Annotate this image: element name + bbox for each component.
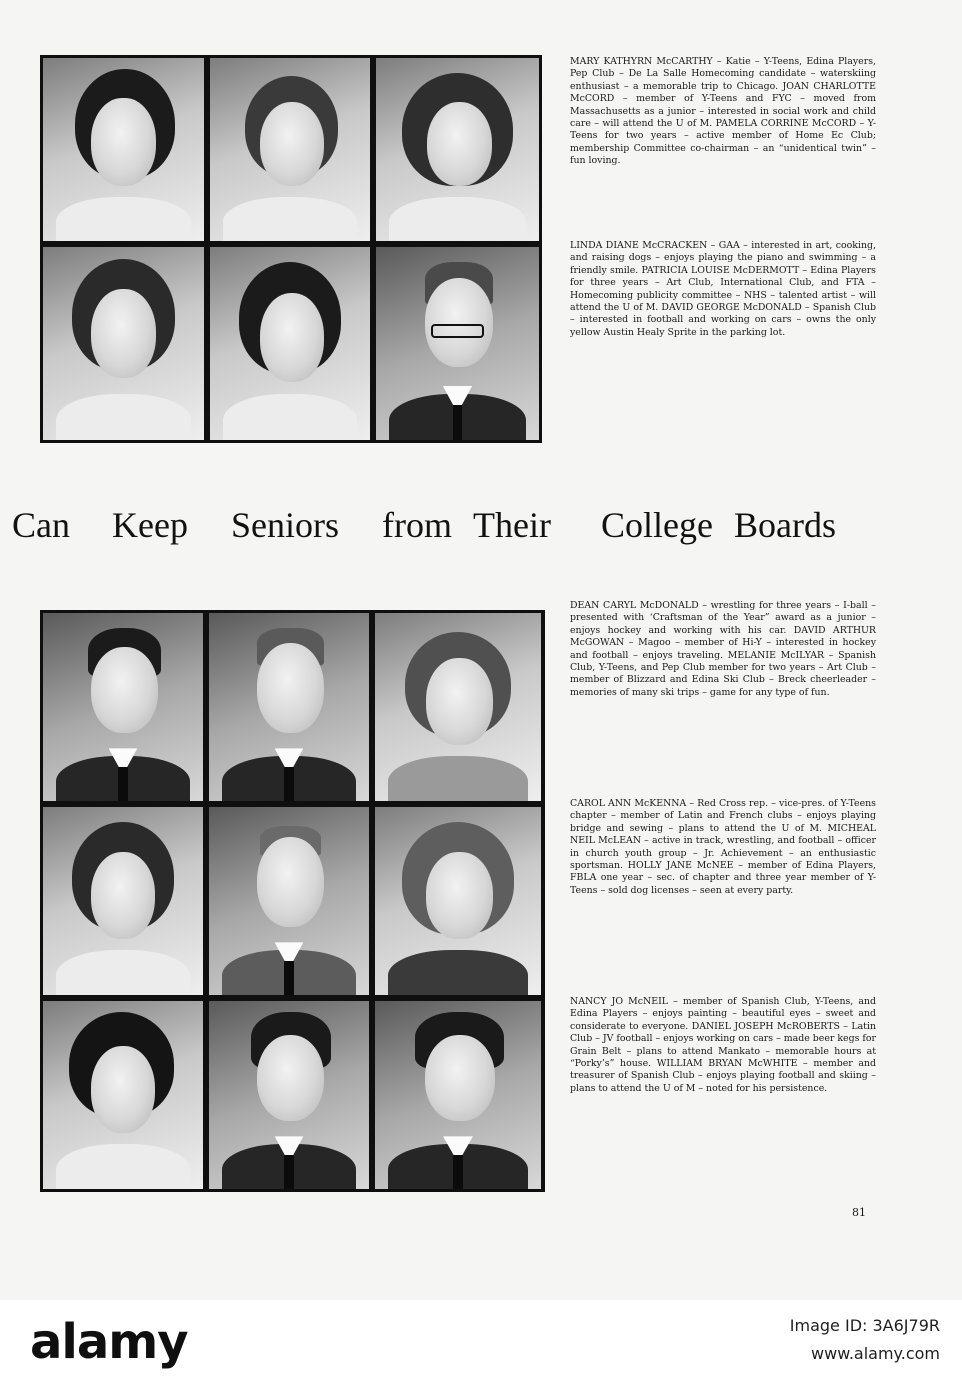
headline-word: Keep xyxy=(112,505,188,545)
portrait-photo xyxy=(209,1001,369,1189)
headline-word: College xyxy=(601,505,713,545)
portrait-photo xyxy=(375,1001,541,1189)
student-biography: NANCY JO McNEIL – member of Spanish Club, Y-Teens, and Edina Players – enjoys painting – beautiful eyes – sweet and considerate to everyone. DANIEL JOSEPH McROBERTS – Latin Club – JV football – enjoys working on cars – made beer kegs for Grain Belt – plans to attend Mankato – memorable hours at “Porky’s” house. WILLIAM BRYAN McWHITE – member and treasurer of Spanish Club – enjoys playing football and skiing – plans to attend the U of M – noted for his persistence. xyxy=(570,996,876,1094)
portrait-photo xyxy=(43,58,204,241)
portrait-photo xyxy=(43,807,203,995)
portrait-photo xyxy=(209,613,369,801)
page-number: 81 xyxy=(852,1206,866,1219)
portrait-photo xyxy=(376,247,539,440)
portrait-photo xyxy=(210,58,370,241)
portrait-grid-bottom xyxy=(40,610,545,1192)
headline-word: Their xyxy=(473,505,551,545)
portrait-grid-top xyxy=(40,55,542,443)
student-biography: DEAN CARYL McDONALD – wrestling for three years – I-ball – presented with ‘Craftsman of the Year” award as a junior – enjoys hockey and working with his car. DAVID ARTHUR McGOWAN – Magoo – member of Hi-Y – interested in hockey and football – enjoys traveling. MELANIE McILYAR – Spanish Club, Y-Teens, and Pep Club member for two years – Art Club – member of Blizzard and Edina Ski Club – Breck cheerleader – memories of many ski trips – game for any type of fun. xyxy=(570,600,876,698)
student-biography: CAROL ANN McKENNA – Red Cross rep. – vice-pres. of Y-Teens chapter – member of Latin and French clubs – enjoys playing bridge and sewing – plans to attend the U of M. MICHEAL NEIL McLEAN – active in track, wrestling, and football – officer in church youth group – Jr. Achievement – an enthusiastic sportsman. HOLLY JANE McNEE – member of Edina Players, FBLA one year – sec. of chapter and three year member of Y-Teens – sold dog licenses – seen at every party. xyxy=(570,798,876,896)
portrait-photo xyxy=(375,807,541,995)
headline-word: Seniors xyxy=(231,505,339,545)
portrait-photo xyxy=(43,1001,203,1189)
headline-word: Can xyxy=(12,505,70,545)
image-id: Image ID: 3A6J79R xyxy=(789,1316,940,1335)
portrait-photo xyxy=(43,247,204,440)
watermark-footer xyxy=(0,1300,962,1390)
headline-word: Boards xyxy=(734,505,836,545)
portrait-photo xyxy=(43,613,203,801)
site-url: www.alamy.com xyxy=(811,1344,940,1363)
student-biography: LINDA DIANE McCRACKEN – GAA – interested in art, cooking, and raising dogs – enjoys playing the piano and swimming – a friendly smile. PATRICIA LOUISE McDERMOTT – Edina Players for three years – Art Club, International Club, and FTA – Homecoming publicity committee – NHS – talented artist – will attend the U of M. DAVID GEORGE McDONALD – Spanish Club – interested in football and working on cars – owns the only yellow Austin Healy Sprite in the parking lot. xyxy=(570,240,876,338)
portrait-photo xyxy=(376,58,539,241)
student-biography: MARY KATHYRN McCARTHY – Katie – Y-Teens, Edina Players, Pep Club – De La Salle Homecoming candidate – waterskiing enthusiast – a memorable trip to Chicago. JOAN CHARLOTTE McCORD – member of Y-Teens and FYC – moved from Massachusetts as a junior – interested in social work and child care – will attend the U of M. PAMELA CORRINE McCORD – Y-Teens for two years – active member of Home Ec Club; membership Committee co-chairman – an “unidentical twin” – fun loving. xyxy=(570,56,876,167)
portrait-photo xyxy=(210,247,370,440)
portrait-photo xyxy=(209,807,369,995)
alamy-logo: alamy xyxy=(30,1314,188,1370)
headline-word: from xyxy=(382,505,452,545)
portrait-photo xyxy=(375,613,541,801)
